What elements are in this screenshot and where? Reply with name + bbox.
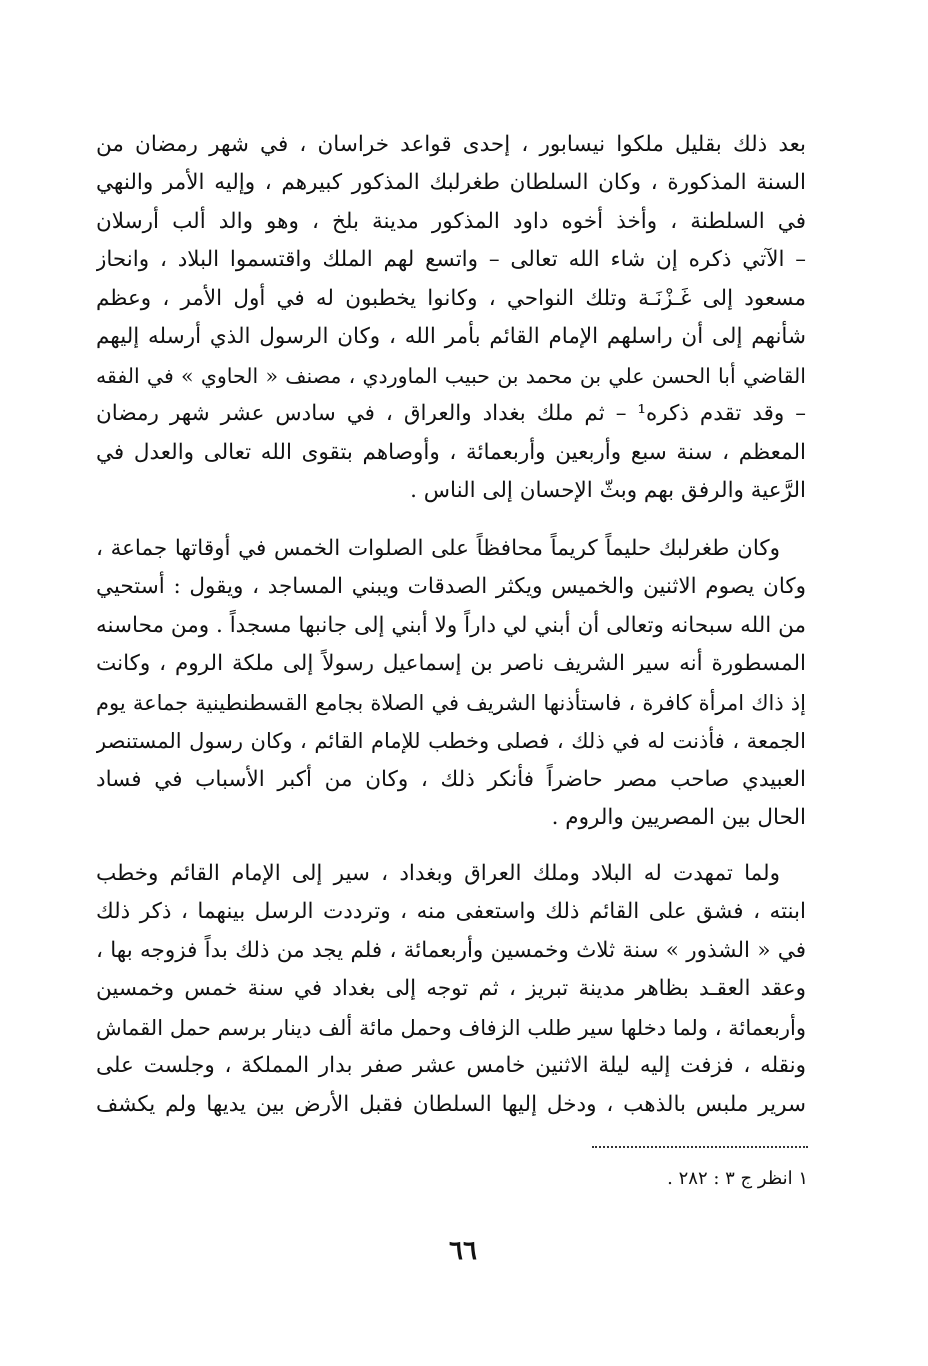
text-line: وأربعمائة ، ولما دخلها سير طلب الزفاف وحمل مائة ألف دينار برسم حمل القماش xyxy=(96,1015,806,1040)
text-line: – الآتي ذكره إن شاء الله تعالى – واتسع لهم الملك واقتسموا البلاد ، وانحاز xyxy=(96,247,806,273)
text-line: الحال بين المصريين والروم . xyxy=(551,805,806,831)
text-line: من الله سبحانه وتعالى أن أبني لي داراً ولا أبني إلى جانبها مسجداً . ومن محاسنه xyxy=(96,612,806,638)
text-line: المسطورة أنه سير الشريف ناصر بن إسماعيل رسولاً إلى ملكة الروم ، وكانت xyxy=(96,651,806,677)
footnote-divider xyxy=(592,1146,808,1148)
paragraph-1 xyxy=(96,126,806,510)
text-line: سرير ملبس بالذهب ، ودخل إليها السلطان فقبل الأرض بين يديها ولم يكشف xyxy=(96,1091,806,1117)
text-line: المعظم ، سنة سبع وأربعين وأربعمائة ، وأوصاهم بتقوى الله تعالى والعدل في xyxy=(96,439,806,465)
text-line: في السلطنة ، وأخذ أخوه داود المذكور مدينة بلخ ، وهو والد ألب أرسلان xyxy=(96,208,806,234)
text-line: الرَّعية والرفق بهم وبثّ الإحسان إلى الناس . xyxy=(410,477,806,503)
text-line: وعقد العقـد بظاهر مدينة تبريز ، ثم توجه إلى بغداد في سنة خمس وخمسين xyxy=(96,976,806,1002)
text-line: السنة المذكورة ، وكان السلطان طغرلبك المذكور كبيرهم ، وإليه الأمر والنهي xyxy=(96,170,806,196)
text-line: العبيدي صاحب مصر حاضراً فأنكر ذلك ، وكان من أكبر الأسباب في فساد xyxy=(96,766,806,792)
text-line: مسعود إلى غَـزْنَـة وتلك النواحي ، وكانوا يخطبون له في أول الأمر ، وعظم xyxy=(96,285,806,311)
text-line: ولما تمهدت له البلاد وملك العراق وبغداد ، سير إلى الإمام القائم وخطب xyxy=(96,861,780,886)
text-line: إذ ذاك امرأة كافرة ، فاستأذنها الشريف في الصلاة بجامع القسطنطينية جماعة يوم xyxy=(96,690,806,715)
text-line: في « الشذور » سنة ثلاث وخمسين وأربعمائة ، فلم يجد من ذلك بداً فزوجه بها ، xyxy=(96,937,806,963)
paragraph-2 xyxy=(96,530,806,838)
page-number: ٦٦ xyxy=(449,1236,477,1266)
footnote: ١ انظر ج ٣ : ٢٨٢ . xyxy=(667,1168,808,1189)
paragraph-3 xyxy=(96,855,806,1124)
text-line: – وقد تقدم ذكره¹ – ثم ملك بغداد والعراق ، في سادس عشر شهر رمضان xyxy=(96,401,806,427)
text-line: بعد ذلك بقليل ملكوا نيسابور ، إحدى قواعد خراسان ، في شهر رمضان من xyxy=(96,132,806,157)
text-line: وكان يصوم الاثنين والخميس ويكثر الصدقات ويبني المساجد ، ويقول : أستحيي xyxy=(96,574,806,600)
text-line: وكان طغرلبك حليماً كريماً محافظاً على الصلوات الخمس في أوقاتها جماعة ، xyxy=(96,536,780,561)
text-line: ونقله ، فزفت إليه ليلة الاثنين خامس عشر صفر بدار المملكة ، وجلست على xyxy=(96,1053,806,1079)
text-line: الجمعة ، فأذنت له في ذلك ، فصلى وخطب للإمام القائم ، وكان رسول المستنصر xyxy=(96,729,806,754)
text-line: ابنته ، فشق على القائم ذلك واستعفى منه ، وترددت الرسل بينهما ، ذكر ذلك xyxy=(96,899,806,925)
text-line: القاضي أبا الحسن علي بن محمد بن حبيب الماوردي ، مصنف « الحاوي » في الفقه xyxy=(96,363,806,388)
text-line: شأنهم إلى أن راسلهم الإمام القائم بأمر الله ، وكان الرسول الذي أرسله إليهم xyxy=(96,324,806,350)
